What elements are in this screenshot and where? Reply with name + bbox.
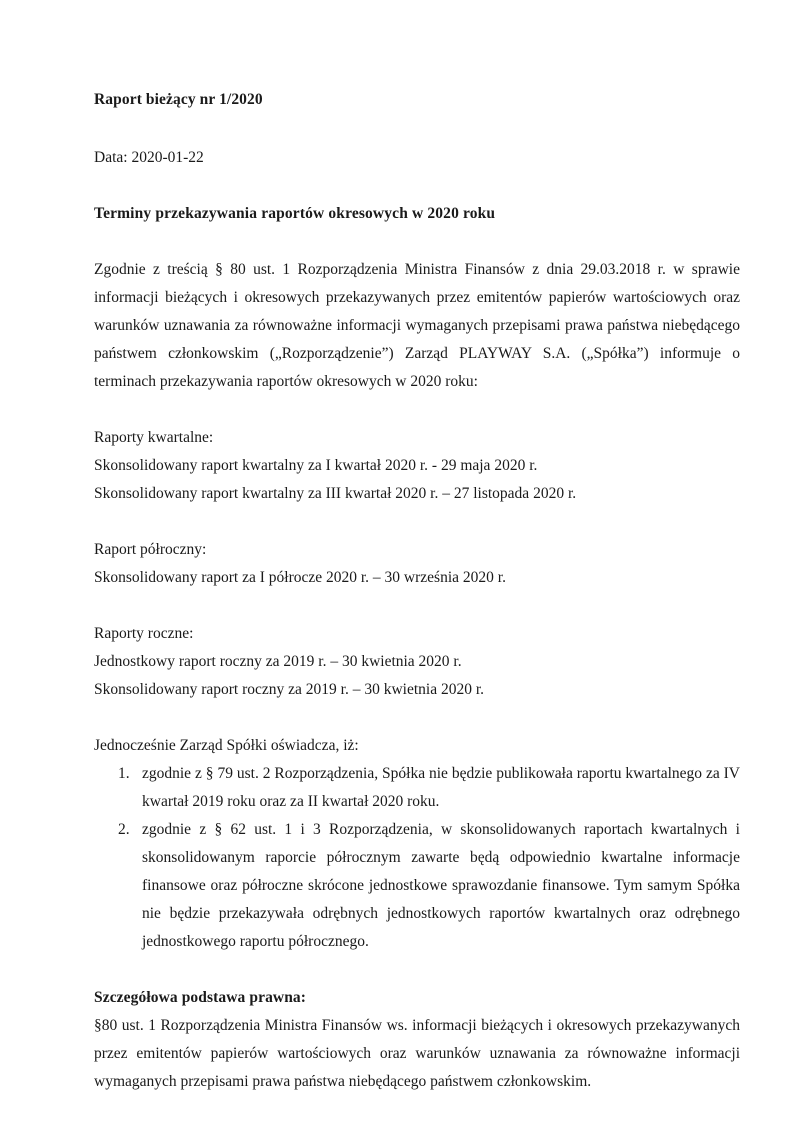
spacer xyxy=(94,114,740,144)
annual-reports-label: Raporty roczne: xyxy=(94,625,194,642)
list-item: zgodnie z § 79 ust. 2 Rozporządzenia, Spółka nie będzie publikowała raportu kwartalnego za IV kwartał 2019 roku oraz za II kwartał 2020 roku. xyxy=(142,765,740,810)
intro-paragraph: Zgodnie z treścią § 80 ust. 1 Rozporządzenia Ministra Finansów z dnia 29.03.2018 r. w sprawie informacji bieżących i okresowych przekazywanych przez emitentów papierów wartościowych oraz warunków uznawania za równoważne informacji wymaganych przepisami prawa państwa niebędącego państwem członkowskim („Rozporządzenie”) Zarząd PLAYWAY S.A. („Spółka”) informuje o terminach przekazywania raportów okresowych w 2020 roku: xyxy=(94,261,740,390)
semiannual-report-label: Raport półroczny: xyxy=(94,541,207,558)
spacer xyxy=(94,956,740,984)
legal-basis-paragraph: §80 ust. 1 Rozporządzenia Ministra Finansów ws. informacji bieżących i okresowych przekazywanych przez emitentów papierów wartościowych oraz warunków uznawania za równoważne informacji wymaganych przepisami prawa państwa niebędącego państwem członkowskim. xyxy=(94,1017,740,1090)
declaration-intro: Jednocześnie Zarząd Spółki oświadcza, iż: xyxy=(94,737,359,754)
spacer xyxy=(94,704,740,732)
semiannual-report-entry: Skonsolidowany raport za I półrocze 2020 r. – 30 września 2020 r. xyxy=(94,569,506,586)
declaration-list xyxy=(94,760,740,956)
quarterly-reports-label: Raporty kwartalne: xyxy=(94,429,214,446)
quarterly-report-entry: Skonsolidowany raport kwartalny za I kwartał 2020 r. - 29 maja 2020 r. xyxy=(94,457,538,474)
annual-report-entry: Skonsolidowany raport roczny za 2019 r. – 30 kwietnia 2020 r. xyxy=(94,681,485,698)
spacer xyxy=(94,508,740,536)
spacer xyxy=(94,592,740,620)
spacer xyxy=(94,228,740,256)
spacer xyxy=(94,396,740,424)
page-title: Raport bieżący nr 1/2020 xyxy=(94,91,263,108)
list-item: zgodnie z § 62 ust. 1 i 3 Rozporządzenia, w skonsolidowanych raportach kwartalnych i skonsolidowanym raporcie półrocznym zawarte będą odpowiednio kwartalne informacje finansowe oraz półroczne skrócone jednostkowe sprawozdanie finansowe. Tym samym Spółka nie będzie przekazywała odrębnych jednostkowych raportów kwartalnych oraz odrębnego jednostkowego raportu półrocznego. xyxy=(142,821,740,950)
subject-heading: Terminy przekazywania raportów okresowych w 2020 roku xyxy=(94,205,496,222)
legal-basis-heading: Szczegółowa podstawa prawna: xyxy=(94,989,307,1006)
annual-report-entry: Jednostkowy raport roczny za 2019 r. – 30 kwietnia 2020 r. xyxy=(94,653,462,670)
quarterly-report-entry: Skonsolidowany raport kwartalny za III kwartał 2020 r. – 27 listopada 2020 r. xyxy=(94,485,577,502)
document-body xyxy=(94,86,740,1096)
spacer xyxy=(94,172,740,200)
report-date: Data: 2020-01-22 xyxy=(94,149,204,166)
